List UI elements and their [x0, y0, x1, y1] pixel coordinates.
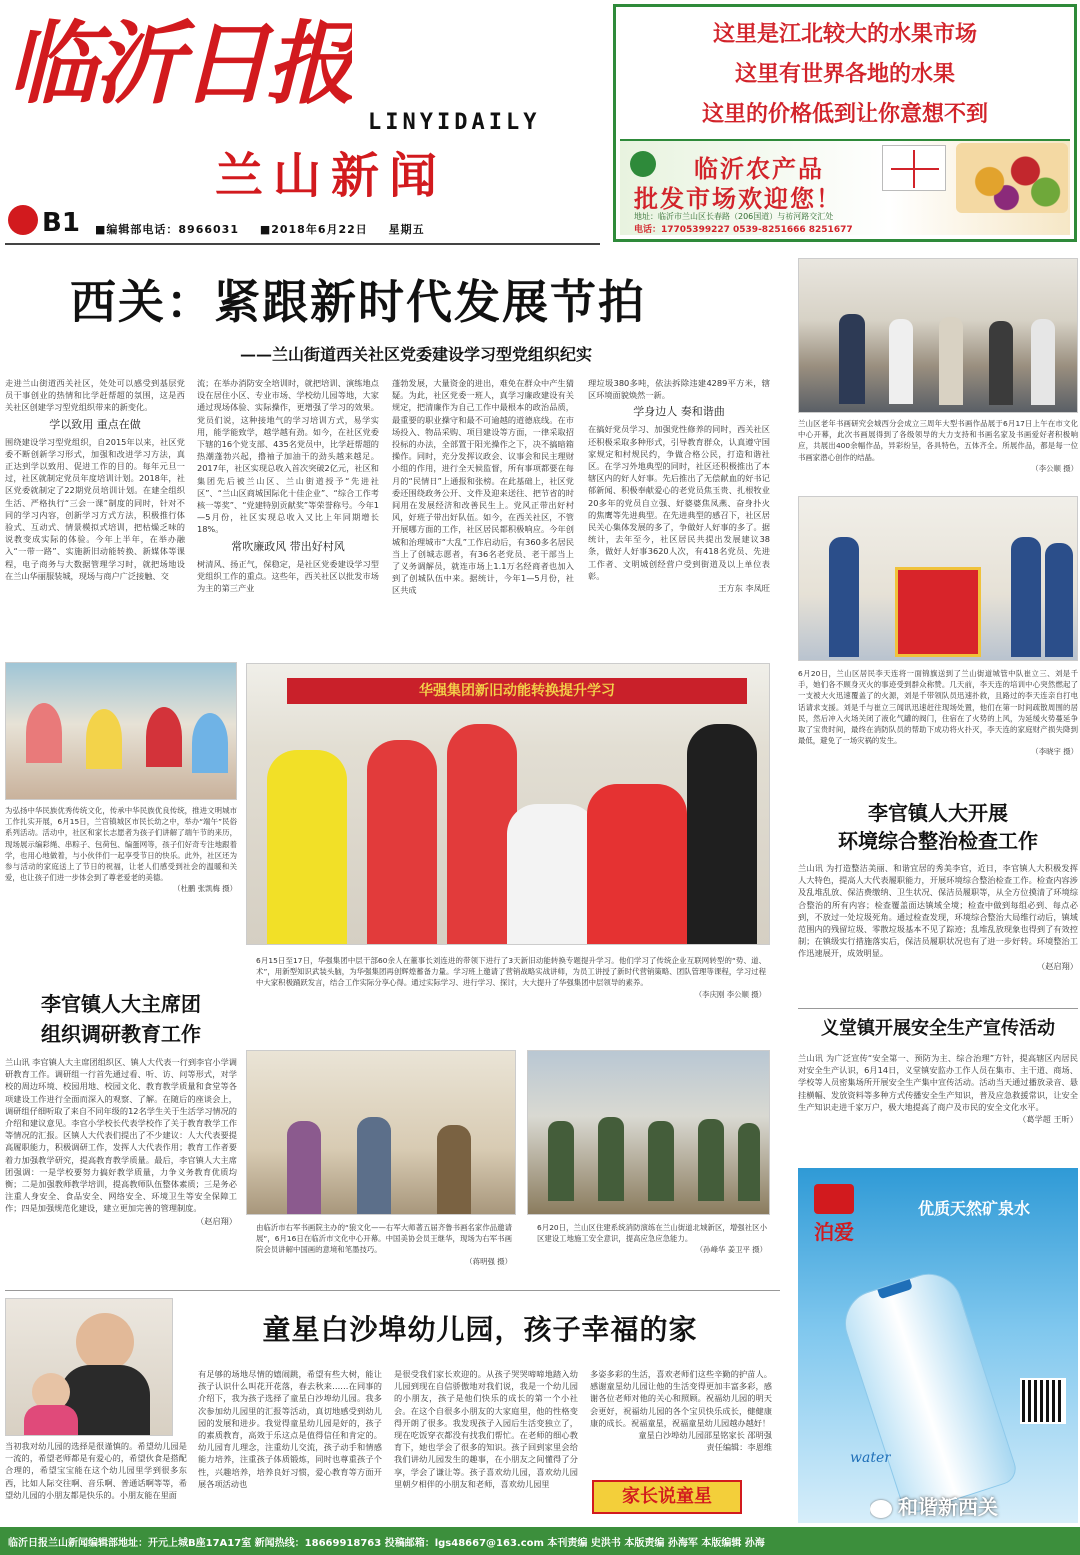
caption-text: 由临沂市右军书画院主办的“狼文化——右军大师著五届齐鲁书画名家作品邀请展”，6月16日在临沂市文化中心开幕。中国美协会员王继华，现场为右军书画院会员讲解中国画的意境和笔墨技巧。: [256, 1223, 512, 1255]
lead-subhead: ——兰山街道西关社区党委建设学习型党组织纪实: [240, 345, 593, 364]
bottom-col-1: [198, 1368, 382, 1520]
lead-col2-body-b: 树清风、扬正气，保稳定，是社区党委建设学习型党组织工作的重点。这些年，西关社区以批发市场为主的第三产业: [197, 558, 379, 594]
date-info: ■2018年6月22日: [259, 223, 368, 236]
photo-dragon-boat-activity: [5, 662, 237, 800]
caption-text: 6月15日至17日，华强集团中层干部60余人在董事长刘连进的带领下进行了3天新旧动能转换专题提升学习。他们学习了传统企业互联网转型的“势、道、术”，用新型知识武装头脑，为华强集团再创辉煌蓄备力量。学习班上邀请了营销战略实战讲师，为员工讲授了新时代营销策略、团队管理等课程，学习过程中大家积极踊跃发言，结合工作实际分享心得。通过实际学习、进行学习、探讨，大大提升了华强集团中层领导的素养。: [256, 956, 766, 988]
ad-phones: 电话：17705399227 0539-8251666 8251677: [634, 225, 853, 235]
lead-col-1: [5, 377, 185, 655]
footer-bar: [0, 1527, 1080, 1555]
lead-subsection-3: 学身边人 奏和谐曲: [633, 405, 725, 419]
ad-map-thumb: [882, 145, 946, 191]
ad-banner-title-2: 批发市场欢迎您！: [634, 184, 842, 213]
mid-left-caption: [5, 805, 237, 985]
article-body: 兰山讯 为打造整洁美丽、和谐宜居的秀美李官，近日，李官镇人大积极发挥人大特色，提高人大代表履职能力，开展环境综合整治检查工作。检查内容涉及乱堆乱放、保洁费缴纳、卫生状况、保洁员履职等，从全方位摸清了环境综合整治的所有内容；检查覆盖面达镇域全境；检查中做到每组必到、每点必到，不放过一处垃圾死角。通过检查发现，环境综合整治大局维行动后，镇域范围内的残留垃圾、零散垃圾基本不见了踪迹；乱堆乱放现象也得到了有效控制；在镇级实行措施落实后，保洁员履职状况也有了进一步好转。环境整治工作迅速展开，成效明显。: [798, 863, 1078, 959]
parents-say-label: 家长说童星: [622, 1486, 712, 1507]
photo-calligraphy-exhibition: [798, 258, 1078, 413]
ad-banner: [620, 139, 1070, 235]
bottom-left-text: [5, 1440, 187, 1520]
photo-parent-child: [5, 1298, 173, 1436]
weekday-info: 星期五: [388, 223, 425, 236]
right-headline-1a: 李官镇人大开展: [868, 801, 1008, 825]
watermark-text: 和谐新西关: [898, 1495, 998, 1519]
water-slogan: 优质天然矿泉水: [918, 1199, 1031, 1218]
ad-logo-icon: [630, 151, 656, 177]
lead-col-4: [588, 377, 770, 655]
lead-subsection-1: 学以致用 重点在做: [49, 417, 141, 431]
bottom-headline: 童星白沙埠幼儿园，孩子幸福的家: [262, 1313, 698, 1346]
article-body: 兰山讯 为广泛宣传“安全第一、预防为主、综合治理”方针，提高辖区内居民对安全生产认识，6月14日，义堂镇安监办工作人员在集市、主干道、商场、学校等人员密集场所开展安全生产集中宣传活动。活动当天通过播放录音、悬挂横幅、发放资料等多种方式传播安全生产知识，普及应急救援常识，让安全生产知识走进千家万户，极大地提高了商户及市民的安全文化水平。: [798, 1053, 1078, 1112]
water-bottle-text: water: [850, 1450, 891, 1466]
parent-signature: 童星白沙埠幼儿园邵星铭家长 邵明强: [638, 1430, 772, 1441]
caption-credit: （李庆刚 李公顺 摄）: [694, 989, 766, 999]
footer-text: 临沂日报兰山新闻编辑部地址：开元上城B座17A17室 新闻热线：18669918763 投稿邮箱：lgs48667@163.com 本刊责编 史洪书 本版责编 孙海军 本版编辑 孙海: [8, 1538, 765, 1549]
masthead: [0, 0, 600, 245]
mid-left-article: [5, 1056, 237, 1274]
caption-text: 兰山区老年书画研究会城西分会成立三周年大型书画作品展于6月17日上午在市文化中心开幕，此次书画展得到了各级领导的大力支持和书画名家及书画爱好者积极响应，共展出400余幅作品，异彩纷呈，各具特色，五体齐全。所展作品，都是每一位书画家潜心创作的结晶。: [798, 419, 1078, 462]
caption-credit: （杜鹏 张凯梅 摄）: [173, 884, 237, 894]
qr-code-icon: [1020, 1378, 1066, 1424]
caption-credit: （孙峰华 姜卫平 摄）: [695, 1245, 767, 1255]
water-bottle-image: [836, 1265, 1020, 1516]
caption-text: 6月20日，兰山区住建系统消防演练在兰山街道北城新区，增强社区小区建设工地施工安全意识，提高应急应急能力。: [537, 1223, 767, 1244]
bottom-col-3: [590, 1368, 772, 1478]
article-body: 是很受我们家长欢迎的。从孩子哭哭啼啼地踏入幼儿园到现在自信骄傲地对我们说，我是一个幼儿园的小朋友，孩子是他们快乐的成长的第一个小社会。在这个自很多小朋友的大家庭里，他的性格变得开朗了很多。我发现孩子入园后生活变独立了，现在吃饭穿衣都没有找我们帮忙。在老师的细心教育下，她也学会了很多的知识。孩子回到家里会给我们讲幼儿园发生的趣事，在小朋友之间懂得了分享，学会了谦让等。孩子喜欢幼儿园，喜欢幼儿园里朝夕相伴的小朋友和老师，喜欢幼儿园里: [394, 1369, 578, 1489]
lead-col3-body: 蓬勃发展，大量资金的进出，难免在群众中产生猜疑。为此，社区党委一班人，真学习廉政建设有关规定，把清廉作为自己工作中最根本的政治品质，最重要的职业操守和最不可逾越的道德底线。在市场投入、物品采购、项目建设等方面，一律采取招投标的办法，全部置于阳光操作之下，决不搞暗箱操作。同时，充分发挥议政会、议事会和民主理财小组的作用，进行全天候监督，所有事项都要在每月的“民情日”上通报和张榜。在此基础上，社区党委还围绕政务公开、文件及迎来送往、把节省的时间用在发展经济和改善民生上。党风正带出好村风，好班子带出好队伍。如今，在西关社区，不管开展哪方面的工作，社区居民都积极响应。今年创城和治理城市“大乱”工作启动后，有360多名居民当上了创城志愿者，有36名老党员、老干部当上了义务调解员，就连市场上1.1万名经商者也加入到了创城队伍中来。据统计，今年1—5月份，社区共成: [392, 378, 574, 596]
latin-name: LINYIDAILY: [368, 110, 541, 135]
info-line: [95, 221, 425, 237]
caption-credit: （李公顺 摄）: [1031, 463, 1078, 473]
article-body: 当初我对幼儿园的选择是很谨慎的。希望幼儿园是一流的，希望老师都是有爱心的，希望伙食是搭配合理的，希望宝宝能在这个幼儿园里学到很多东西，比如人际交往啊、音乐啊、普通话啊等等，希望幼儿园的小朋友都是快乐的。小朋友能在里面: [5, 1441, 187, 1500]
water-brand-logo-icon: [814, 1184, 854, 1214]
lead-headline: 西关：紧跟新时代发展节拍: [70, 275, 646, 329]
newspaper-logo: 临沂日报: [8, 14, 352, 114]
article-body: 兰山讯 李官镇人大主席团组织区、镇人大代表一行到李官小学调研教育工作。调研组一行首先通过看、听、访、问等形式，对学校的周边环境、校园用地、校园文化、教育教学质量和食堂等各项建设工作进行全面而深入的观察、了解。在随后的座谈会上，调研组仔细听取了来自不同年级的12名学生关于生活学习情况的介绍和建议意见。李官小学校长代表学校作了关于教育教学工作等情况的汇报。区镇人大代表们提出了不少建议：人大代表要提高履职能力，积极调研工作，发挥人大代表作用；教育工作者要着力加强教学研究，提高教育教学质量。最后，李官镇人大主席团强调：一是学校要努力搞好教学质量，力争义务教育优质均衡；二是加强教师教学培训，提高教师队伍整体素质；三是务必注重人身安全、食品安全、网络安全、环境卫生等安全保障工作；四是加强规范化建设，建立更加完善的管理制度。: [5, 1057, 237, 1214]
phone-info: ■编辑部电话：8966031: [95, 223, 239, 236]
apple-logo-icon: [8, 205, 38, 235]
water-brand: 泊爱: [814, 1220, 854, 1244]
lead-col1-body: 围绕建设学习型党组织，自2015年以来，社区党委不断创新学习形式，加强和改进学习方法，真正达到学以致用、促进工作的目的。每年元旦一过，社区就制定党员年度培训计划。2018年，社区党委就制定了22期党员培训计划。在建全组织生活、严格执行“三会一课”制度的同时，针对不同的学习内容，创新学习方式方法，积极推行体验式、互动式、情景模拟式培训，把枯燥乏味的说教变成实际的体验。今年上半年，在举办融入“一带一路”、实施新旧动能转换、新媒体等课程，电子商务与大数据管理学习时，就把场地设在兰山华丽服装城，现场与商户广泛接触、交: [5, 436, 185, 581]
ad-line-1: 这里是江北较大的水果市场: [712, 21, 977, 47]
page-number: B1: [42, 208, 80, 238]
right-headline-1b: 环境综合整治检查工作: [838, 829, 1038, 853]
ad-address: 地址：临沂市兰山区长春路（206国道）与祊河路交汇处: [634, 212, 834, 221]
right-article-2: [798, 1052, 1078, 1162]
caption-credit: （李晓宇 摄）: [1031, 747, 1078, 757]
bottom-col-2: [394, 1368, 578, 1520]
wechat-icon: [870, 1500, 892, 1518]
photo-fire-drill: [527, 1050, 770, 1215]
top-advert: [613, 4, 1077, 242]
ad-banner-title-1: 临沂农产品: [694, 154, 824, 183]
lead-col4-body: 理垃圾380多吨，依法拆除违建4289平方米，辖区环境面貌焕然一新。: [588, 378, 770, 401]
caption-text: 为弘扬中华民族优秀传统文化，传承中华民族优良传统，推进文明城市工作扎实开展，6月15日，兰官镇城区市民长幼之中，举办“端午”民俗系列活动。活动中，社区和家长志愿者为孩子们讲解了端午节的来历，现场展示编彩绳、串粽子、包荷包、编蛋网等，孩子们好奇专注地跟着学，也用心地做着，与小伙伴们一起享受节日的快乐。此外，社区还为参与活动的家庭送上了节日的祝福，让老人们感受到社会的温暖和关爱，也让孩子们进一步体会到了尊老爱老的美德。: [5, 806, 237, 883]
right-article-1: [798, 862, 1078, 1012]
right-caption-1: [798, 418, 1078, 474]
wechat-watermark: [870, 1490, 1070, 1524]
lead-col4-body-b: 在搞好党员学习、加强党性修养的同时，西关社区还积极采取多种形式，引导教育群众，认真遵守国家规定和村规民约，争做合格公民，打造和谐社区。在学习外地典型的同时，社区还积极推出了本辖区内的好人好事。先后推出了无偿献血的好书记郁新闻、积极奉献爱心的老党员焦玉贵、扎根牧业20多年的党员自立强、好婆婆焦凤燕、奋身扑火的焦鹰等先进典型。在先进典型的感召下，社区居民关心集体发展的多了，争做好人好事的多了。据统计，去年至今，社区居民共提出发展建议38条，做好人好事3620人次，有418名党员、先进工作者、文明城创经营户受到街道及以上单位表彰。: [588, 424, 770, 581]
mid-photo3-caption: [537, 1222, 767, 1282]
caption-credit: （蒋明强 摄）: [465, 1256, 512, 1266]
lead-col-2: [197, 377, 379, 655]
ad-line-2: 这里有世界各地的水果: [734, 61, 955, 87]
caption-text: 6月20日，兰山区居民李天连将一面锦旗送到了兰山街道城管中队崔立三、刘是千手，她们各不顾身灭火的事迹受到群众称赞。几天前，李天连的培训中心突然燃起了一支被大火迅速覆盖了的火源，刘是千带领队员迅速扑救，且路过的李天连亲自打电话请求支援。刘是千与崔立三闻讯迅速赶往现场处置，他们在第一时间疏散周围的居民，然后冲入火场关闭了液化气罐的阀门，住宿在了火势的上风，为延缓火势蔓延争取了宝贵时间，最终在消防队员的帮助下成功将火扑灭，李天连的家庭财产损失降到最低，避免了一场灾祸的发生。: [798, 669, 1078, 746]
right-headline-2: 义堂镇开展安全生产宣传活动: [821, 1018, 1055, 1039]
article-body: 有足够的场地尽情的嬉闹跳，希望有些大树，能让孩子认识什么叫花开花落，春去秋来……在同事的介绍下，我为孩子选择了童星白沙埠幼儿园。我多次参加幼儿园里的汇报等活动，真切地感受到幼儿园的发展和进步。我觉得童星幼儿园是好的，孩子的素质教育，高效于乐这点是值得信任和肯定的。幼儿园育儿理念，注重幼儿交流，孩子动手和情感能力培养，注重孩子体质锻炼，同时也尊重孩子个性，兴趣培养，培养良好习惯，爱心教育等方面开展各项活动也: [198, 1369, 382, 1489]
water-advert: [798, 1168, 1078, 1523]
lead-intro: 走进兰山街道西关社区，处处可以感受到基层党员干事创业的热情和比学赶帮超的氛围，这是西关社区创建学习型党组织带来的新变化。: [5, 378, 185, 413]
parents-say-box: [592, 1480, 742, 1514]
edition-name: 兰山新闻: [215, 148, 448, 204]
article-credit: （赵启翔）: [1037, 960, 1078, 971]
lead-col-3: [392, 377, 574, 655]
article-credit: （葛学超 王昕）: [1018, 1114, 1078, 1125]
lead-credit: 王方东 李凤旺: [718, 583, 770, 594]
photo-banner: [287, 678, 747, 704]
photo-huaqiang-training: [246, 663, 770, 945]
photo-banner-text: 华强集团新旧动能转换提升学习: [419, 683, 615, 699]
photo-banner-presentation: [798, 496, 1078, 661]
ad-line-3: 这里的价格低到让你意想不到: [701, 101, 988, 127]
fruit-pile-image: [956, 143, 1068, 213]
article-credit: （赵启翔）: [196, 1215, 237, 1226]
mid-left-headline-b: 组织调研教育工作: [41, 1022, 201, 1046]
editor-credit: 责任编辑：李恩维: [706, 1442, 772, 1453]
lead-col2-body: 流；在举办消防安全培训时，就把培训、演练地点设在居住小区、专业市场、学校幼儿园等地，大家通过现场体验、实际操作，更增强了学习的效果。党员们说，这种接地气的学习培训方式，易学实用，能学能致学，越学越有劲。如今，在社区党委下辖的16个党支部、435名党员中，比学赶帮超的热潮蓬勃兴起，撸袖子加油干的劲头越来越足。2017年，社区实现总收入首次突破2亿元，社区和集团先后被兰山区、兰山街道授予“先进社区”、“兰山区商城国际化十佳企业”、“综合工作考核一等奖”、“党建特别贡献奖”等荣誉称号。今年1—5月份，社区实现总收入又比上年同期增长18%。: [197, 378, 379, 535]
mid-left-headline-a: 李官镇人大主席团: [41, 992, 201, 1016]
photo-calligraphy-lecture: [246, 1050, 516, 1215]
right-caption-2: [798, 668, 1078, 757]
mid-center-caption: [256, 955, 766, 1025]
mid-photo2-caption: [256, 1222, 512, 1282]
article-body: 多姿多彩的生活，喜欢老师们这些辛勤的护苗人。感谢童星幼儿园让他的生活变得更加丰富多彩，感谢各位老师对他的关心和照顾。祝福幼儿园的明天会更好，祝福幼儿园的各个宝贝快乐成长，健健康康的成长。祝福童星，祝福童星幼儿园越办越好！: [590, 1369, 772, 1428]
lead-subsection-2: 常吹廉政风 带出好村风: [231, 539, 345, 553]
